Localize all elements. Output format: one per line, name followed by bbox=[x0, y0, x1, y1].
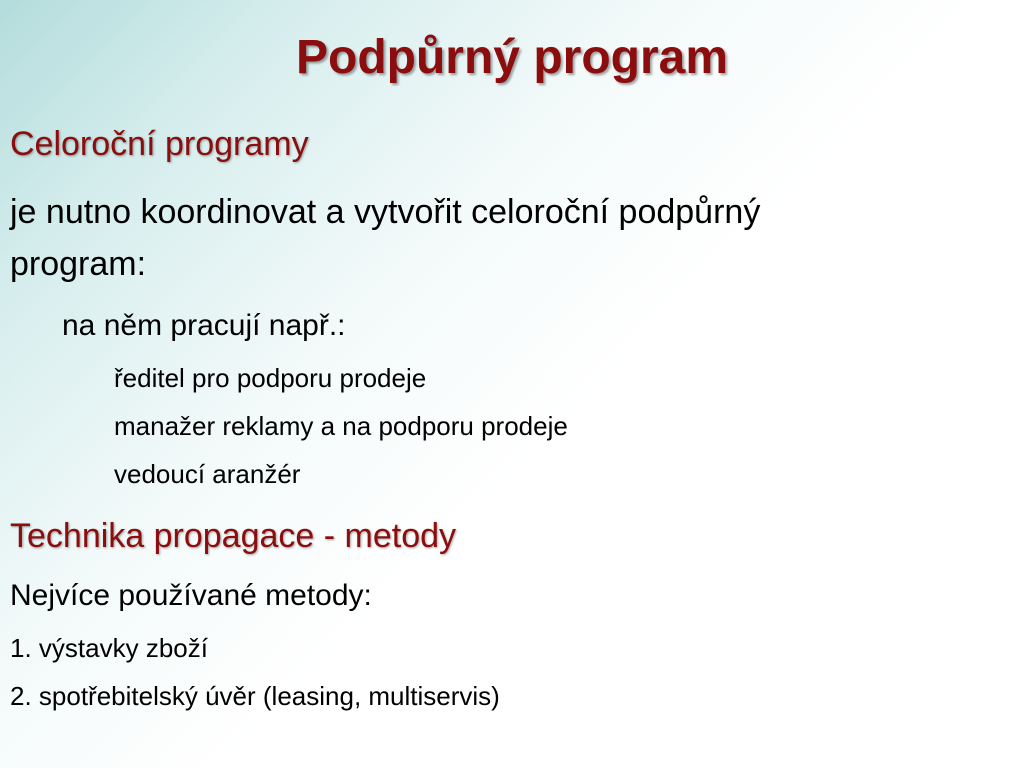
section-heading-celorocni: Celoroční programy bbox=[10, 125, 309, 163]
methods-intro: Nejvíce používané metody: bbox=[10, 579, 372, 612]
slide-title: Podpůrný program bbox=[295, 31, 729, 84]
section-heading-technika: Technika propagace - metody bbox=[10, 517, 457, 555]
list-item-reditel: ředitel pro podporu prodeje bbox=[114, 363, 427, 393]
intro-line-1: je nutno koordinovat a vytvořit celoroční podpůrný bbox=[10, 193, 761, 231]
sub-intro: na něm pracují např.: bbox=[62, 309, 346, 342]
intro-line-2: program: bbox=[10, 245, 147, 283]
list-item-manazer: manažer reklamy a na podporu prodeje bbox=[114, 411, 568, 441]
method-item-2: 2. spotřebitelský úvěr (leasing, multiservis) bbox=[10, 681, 500, 711]
list-item-aranzer: vedoucí aranžér bbox=[114, 459, 301, 489]
method-item-1: 1. výstavky zboží bbox=[10, 633, 208, 663]
